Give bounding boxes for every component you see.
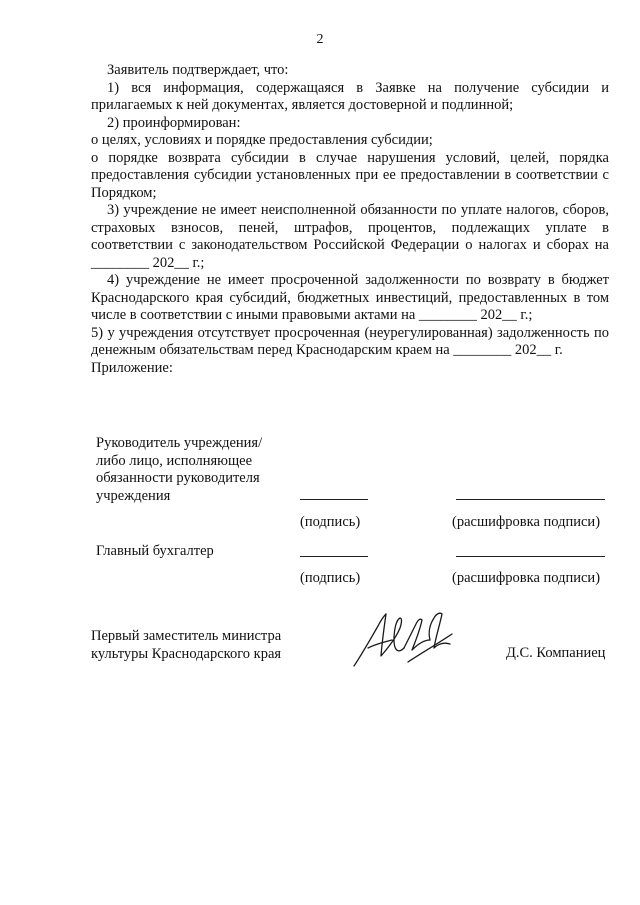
attachment-label: Приложение: — [91, 359, 173, 376]
signature-stroke-1 — [354, 614, 386, 666]
statement-item-4: 4) учреждение не имеет просроченной задолженности по возврату в бюджет Краснодарского края субсидий, бюджетных инвестиций, предоставленных в том числе в соответствии с иными правовыми актами на ________ 202__ г.; — [91, 272, 609, 323]
head-signature-line — [300, 499, 368, 500]
accountant-decoding-line — [456, 556, 605, 557]
statement-item-2: 2) проинформирован: — [107, 114, 241, 131]
accountant-decoding-caption: (расшифровка подписи) — [452, 570, 601, 586]
head-title-line-2: либо лицо, исполняющее — [96, 452, 253, 469]
approver-title-line-1: Первый заместитель министра — [91, 628, 282, 644]
accountant-signature-line — [300, 556, 368, 557]
statement-body — [91, 62, 609, 377]
head-title-block — [96, 435, 262, 505]
statement-item-1: 1) вся информация, содержащаяся в Заявке на получение субсидии и прилагаемых к ней документах, является достоверной и подлинной; — [91, 79, 609, 113]
statement-item-5: 5) у учреждения отсутствует просроченная (неурегулированная) задолженность по денежным обязательствам перед Краснодарским краем на ________ 202__ г. — [91, 324, 609, 358]
head-title-line-1: Руководитель учреждения/ — [96, 435, 263, 451]
approver-title-line-2: культуры Краснодарского края — [91, 645, 282, 662]
approver-name: Д.С. Компаниец — [506, 645, 606, 661]
head-signature-caption: (подпись) — [300, 514, 361, 530]
head-decoding-line — [456, 499, 605, 500]
accountant-signature-caption: (подпись) — [300, 570, 361, 586]
statement-item-2b: о порядке возврата субсидии в случае нарушения условий, целей, порядка предоставления субсидии установленных при ее предоставлении в соответствии с Порядком; — [91, 149, 609, 201]
signature-stroke-3 — [381, 614, 404, 656]
head-title-line-3: обязанности руководителя — [96, 470, 260, 486]
signature-stroke-4 — [404, 619, 430, 650]
approver-title — [91, 628, 281, 663]
statement-item-3: 3) учреждение не имеет неисполненной обязанности по уплате налогов, сборов, страховых взносов, пеней, штрафов, процентов, подлежащих уплате в соответствии с законодательством Российской Федерации о налогах и сборах на ________ 202__ г.; — [91, 202, 609, 271]
accountant-title: Главный бухгалтер — [96, 543, 214, 559]
handwritten-signature — [348, 604, 460, 672]
head-title-line-4: учреждения — [96, 487, 171, 504]
statement-intro: Заявитель подтверждает, что: — [107, 62, 289, 78]
statement-item-2a: о целях, условиях и порядке предоставления субсидии; — [91, 132, 433, 148]
page-number: 2 — [316, 32, 324, 47]
head-decoding-caption: (расшифровка подписи) — [452, 514, 601, 530]
